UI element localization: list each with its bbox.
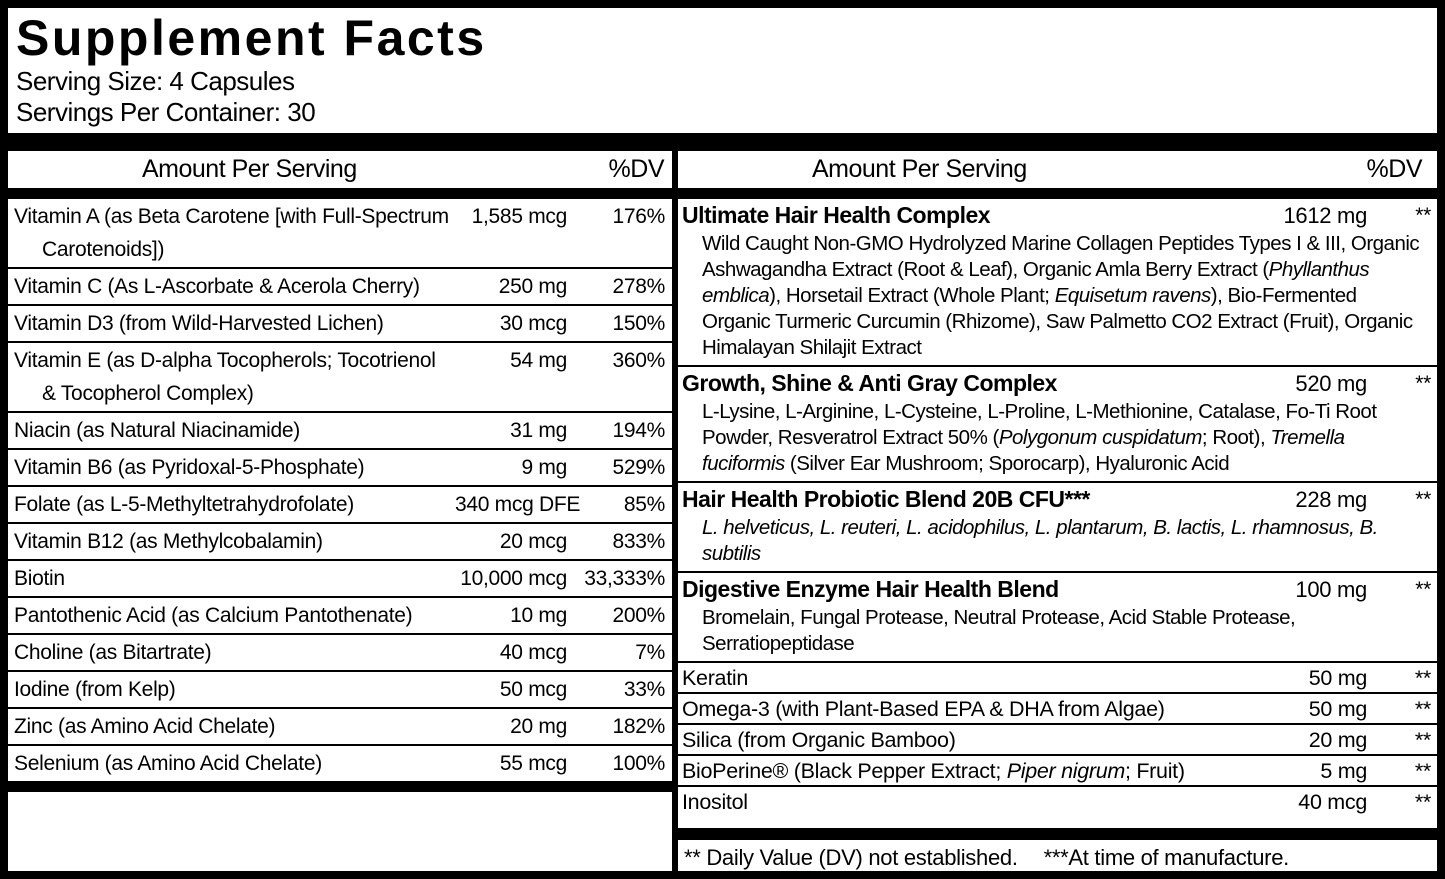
footnote-dv-not-established: ** Daily Value (DV) not established. bbox=[684, 845, 1018, 870]
nutrient-amount: 30 mcg bbox=[499, 312, 567, 335]
blend-ingredients: L. helveticus, L. reuteri, L. acidophilus, L. plantarum, B. lactis, L. rhamnosus, B. subtilis bbox=[702, 516, 1378, 565]
blend-section-ultimate-hair-health bbox=[678, 199, 1437, 365]
blend-header bbox=[678, 485, 1437, 514]
blend-dv: ** bbox=[1415, 488, 1431, 511]
blend-dv: ** bbox=[1415, 204, 1431, 227]
blend-header bbox=[678, 369, 1437, 398]
blend-ingredients: L-Lysine, L-Arginine, L-Cysteine, L-Proline, L-Methionine, Catalase, Fo-Ti Root Powder, Resveratrol Extract 50% (Polygonum cuspidatum; Root), Tremella fuciformis (Silver Ear Mushroom; Sporocarp), Hyaluronic Acid bbox=[702, 400, 1377, 475]
blend-ingredients: Bromelain, Fungal Protease, Neutral Protease, Acid Stable Protease, Serratiopeptidase bbox=[702, 606, 1296, 655]
blend-amount: 1612 mg bbox=[1283, 203, 1367, 228]
nutrient-name: Vitamin C (As L-Ascorbate & Acerola Cherry) bbox=[14, 275, 420, 298]
nutrient-amount: 1,585 mcg bbox=[471, 205, 567, 228]
nutrient-row-silica bbox=[678, 723, 1437, 754]
nutrient-name: Vitamin E (as D-alpha Tocopherols; Tocotrienol & Tocopherol Complex) bbox=[14, 349, 436, 405]
blend-dv: ** bbox=[1415, 372, 1431, 395]
serving-size: Serving Size: 4 Capsules bbox=[16, 66, 295, 96]
nutrient-amount: 50 mcg bbox=[499, 678, 567, 701]
nutrient-name: Vitamin B6 (as Pyridoxal-5-Phosphate) bbox=[14, 456, 365, 479]
blend-section-probiotic bbox=[678, 481, 1437, 571]
nutrient-name: Folate (as L-5-Methyltetrahydrofolate) bbox=[14, 493, 354, 516]
nutrient-amount: 340 mcg DFE bbox=[455, 493, 581, 516]
nutrient-amount: 10,000 mcg bbox=[460, 567, 567, 590]
nutrient-dv: 360% bbox=[612, 349, 665, 372]
blend-header bbox=[678, 201, 1437, 230]
nutrient-amount: 54 mg bbox=[510, 349, 567, 372]
servings-per-container: Servings Per Container: 30 bbox=[16, 97, 316, 127]
nutrient-row-biotin bbox=[8, 561, 672, 598]
nutrient-row-inositol bbox=[678, 785, 1437, 816]
nutrient-row-selenium bbox=[8, 746, 672, 781]
nutrient-row-choline bbox=[8, 635, 672, 672]
amount-per-serving-label: Amount Per Serving bbox=[812, 155, 1027, 183]
nutrient-name: Inositol bbox=[682, 790, 748, 814]
nutrient-row-zinc bbox=[8, 709, 672, 746]
nutrient-dv: 100% bbox=[612, 752, 665, 775]
label-title: Supplement Facts bbox=[16, 10, 487, 66]
blend-ingredients: Wild Caught Non-GMO Hydrolyzed Marine Collagen Peptides Types I & III, Organic Ashwagandha Extract (Root & Leaf), Organic Amla Berry Extract (Phyllanthus emblica), Horsetail Extract (Whole Plant; Equisetum ravens), Bio-Fermented Organic Turmeric Curcumin (Rhizome), Saw Palmetto CO2 Extract (Fruit), Organic Himalayan Shilajit Extract bbox=[702, 232, 1420, 359]
thick-rule-header bbox=[8, 188, 1437, 199]
nutrient-row-vitamin-c bbox=[8, 269, 672, 306]
nutrient-name: Omega-3 (with Plant-Based EPA & DHA from Algae) bbox=[682, 697, 1165, 721]
nutrient-dv: 278% bbox=[612, 275, 665, 298]
nutrient-row-vitamin-b6 bbox=[8, 450, 672, 487]
nutrient-name: BioPerine® (Black Pepper Extract; Piper nigrum; Fruit) bbox=[682, 759, 1185, 783]
nutrient-row-folate bbox=[8, 487, 672, 524]
nutrient-dv: ** bbox=[1414, 728, 1431, 752]
nutrient-amount: 40 mcg bbox=[499, 641, 567, 664]
amount-per-serving-label: Amount Per Serving bbox=[142, 155, 357, 183]
nutrient-dv: 176% bbox=[612, 205, 665, 228]
nutrient-name: Iodine (from Kelp) bbox=[14, 678, 176, 701]
nutrient-amount: 50 mg bbox=[1308, 666, 1367, 690]
nutrient-dv: 7% bbox=[635, 641, 665, 664]
nutrient-name: Pantothenic Acid (as Calcium Pantothenate) bbox=[14, 604, 413, 627]
nutrient-name: Silica (from Organic Bamboo) bbox=[682, 728, 956, 752]
nutrient-row-vitamin-e bbox=[8, 343, 672, 413]
nutrient-amount: 250 mg bbox=[498, 275, 567, 298]
nutrient-row-vitamin-b12 bbox=[8, 524, 672, 561]
nutrient-dv: 33% bbox=[623, 678, 665, 701]
blend-section-digestive-enzyme bbox=[678, 571, 1437, 661]
nutrient-dv: ** bbox=[1414, 697, 1431, 721]
nutrient-name: Choline (as Bitartrate) bbox=[14, 641, 212, 664]
nutrient-dv: 182% bbox=[612, 715, 665, 738]
nutrient-amount: 20 mcg bbox=[499, 530, 567, 553]
blend-dv: ** bbox=[1415, 578, 1431, 601]
nutrient-dv: ** bbox=[1414, 790, 1431, 814]
nutrient-row-keratin bbox=[678, 661, 1437, 692]
left-column bbox=[8, 199, 672, 871]
nutrient-name: Selenium (as Amino Acid Chelate) bbox=[14, 752, 322, 775]
dv-label: %DV bbox=[608, 155, 664, 183]
nutrient-amount: 20 mg bbox=[510, 715, 567, 738]
nutrient-row-pantothenic-acid bbox=[8, 598, 672, 635]
blend-header bbox=[678, 575, 1437, 604]
nutrient-row-niacin bbox=[8, 413, 672, 450]
nutrient-row-omega-3 bbox=[678, 692, 1437, 723]
nutrient-row-vitamin-d3 bbox=[8, 306, 672, 343]
nutrient-amount: 55 mcg bbox=[499, 752, 567, 775]
blend-section-growth-shine bbox=[678, 365, 1437, 481]
column-header-left bbox=[8, 151, 672, 188]
blend-amount: 100 mg bbox=[1295, 577, 1367, 602]
nutrient-dv: 833% bbox=[612, 530, 665, 553]
column-header-right bbox=[678, 151, 1437, 188]
blend-amount: 520 mg bbox=[1295, 371, 1367, 396]
blend-name: Hair Health Probiotic Blend 20B CFU*** bbox=[682, 486, 1090, 512]
nutrient-amount: 10 mg bbox=[510, 604, 567, 627]
nutrient-amount: 40 mcg bbox=[1298, 790, 1367, 814]
label-header bbox=[8, 8, 1437, 133]
nutrient-dv: 150% bbox=[612, 312, 665, 335]
nutrient-name: Biotin bbox=[14, 567, 65, 590]
nutrient-amount: 9 mg bbox=[521, 456, 567, 479]
dv-label: %DV bbox=[1366, 155, 1422, 183]
nutrient-name: Vitamin A (as Beta Carotene [with Full-Spectrum Carotenoids]) bbox=[14, 205, 449, 261]
thick-rule-right-bottom bbox=[678, 828, 1437, 840]
nutrient-amount: 20 mg bbox=[1308, 728, 1367, 752]
nutrient-dv: ** bbox=[1414, 666, 1431, 690]
nutrient-amount: 50 mg bbox=[1308, 697, 1367, 721]
right-column bbox=[678, 199, 1437, 871]
nutrient-dv: 200% bbox=[612, 604, 665, 627]
footnote bbox=[678, 840, 1437, 871]
nutrient-name: Niacin (as Natural Niacinamide) bbox=[14, 419, 300, 442]
nutrient-dv: 529% bbox=[612, 456, 665, 479]
nutrient-amount: 31 mg bbox=[510, 419, 567, 442]
nutrient-dv: 33,333% bbox=[584, 567, 665, 590]
nutrient-dv: 85% bbox=[623, 493, 665, 516]
nutrient-row-bioperine bbox=[678, 754, 1437, 785]
nutrient-amount: 5 mg bbox=[1320, 759, 1367, 783]
thick-rule-left-bottom bbox=[8, 781, 672, 792]
nutrient-name: Vitamin D3 (from Wild-Harvested Lichen) bbox=[14, 312, 384, 335]
nutrient-dv: ** bbox=[1414, 759, 1431, 783]
blend-name: Digestive Enzyme Hair Health Blend bbox=[682, 576, 1059, 602]
blend-name: Ultimate Hair Health Complex bbox=[682, 202, 991, 228]
blend-name: Growth, Shine & Anti Gray Complex bbox=[682, 370, 1057, 396]
nutrient-name: Keratin bbox=[682, 666, 749, 690]
nutrient-row-iodine bbox=[8, 672, 672, 709]
blend-amount: 228 mg bbox=[1295, 487, 1367, 512]
nutrient-name: Vitamin B12 (as Methylcobalamin) bbox=[14, 530, 323, 553]
footnote-time-of-manufacture: ***At time of manufacture. bbox=[1043, 845, 1289, 870]
nutrient-row-vitamin-a bbox=[8, 199, 672, 269]
nutrient-dv: 194% bbox=[612, 419, 665, 442]
nutrient-name: Zinc (as Amino Acid Chelate) bbox=[14, 715, 276, 738]
thick-rule-top bbox=[8, 133, 1437, 151]
